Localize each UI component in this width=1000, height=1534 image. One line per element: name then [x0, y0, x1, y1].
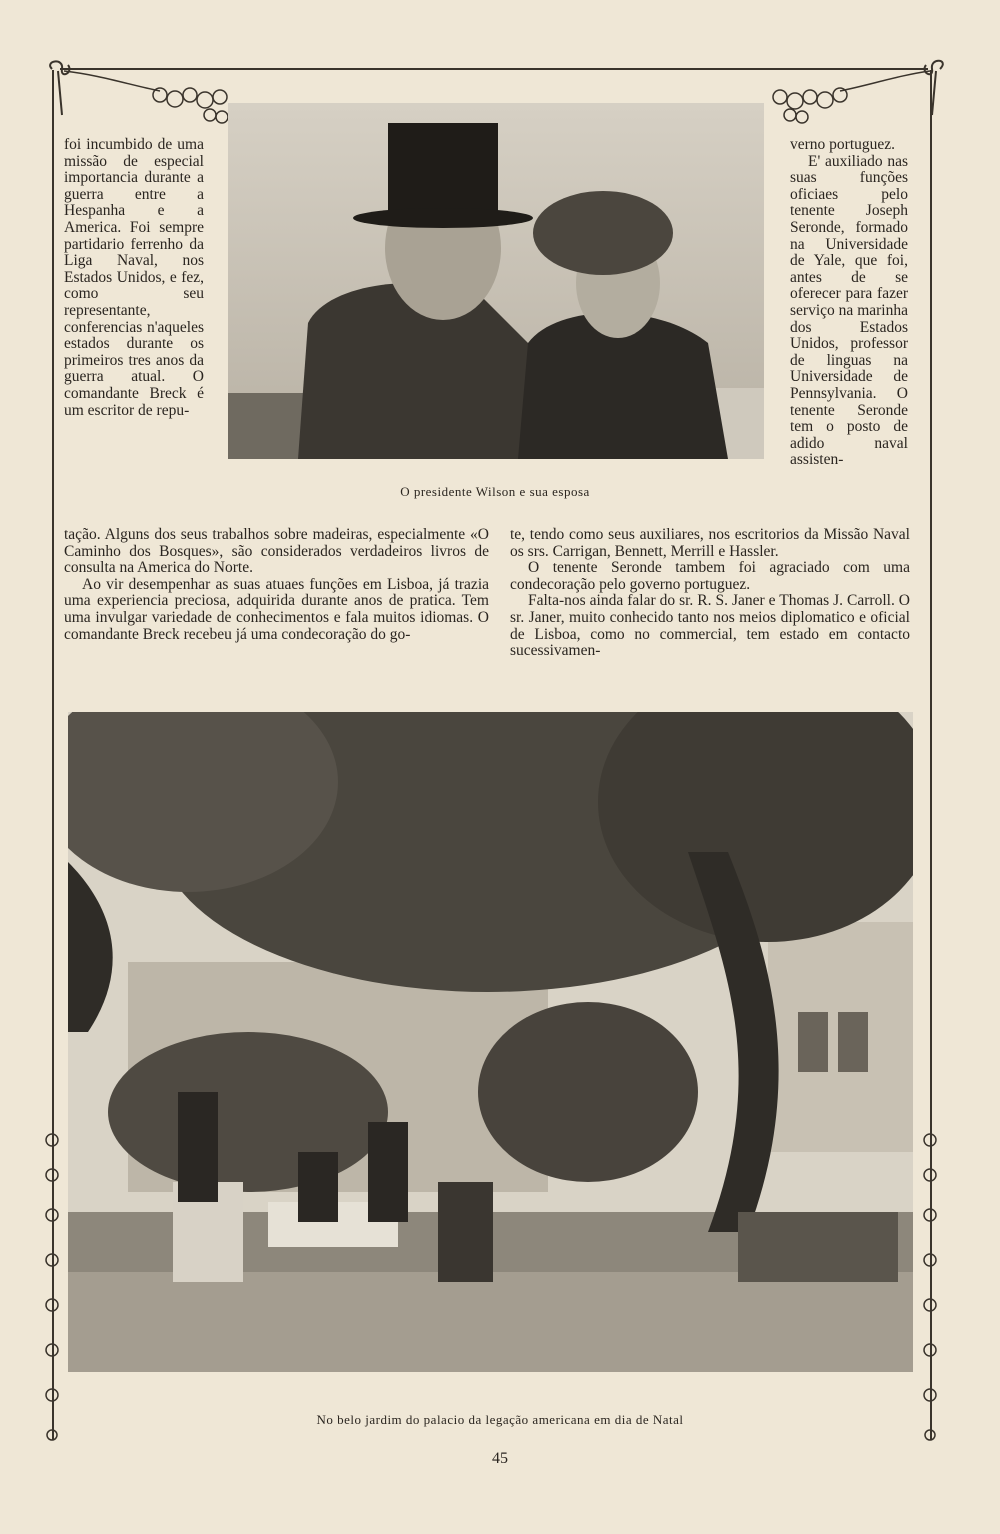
garden-legation-photo [68, 712, 913, 1372]
wilson-couple-photo [228, 103, 764, 459]
article-paragraph: O tenente Seronde tambem foi agraciado com uma condecoração pelo governo portuguez. [510, 559, 910, 593]
left-vine-ornament-icon [38, 1120, 68, 1450]
top-right-ornament-icon [760, 55, 965, 130]
article-paragraph: te, tendo como seus auxiliares, nos escritorios da Missão Naval os srs. Carrigan, Bennett, Merrill e Hassler. [510, 526, 910, 560]
article-paragraph: verno portuguez. [790, 136, 896, 153]
top-photo-caption: O presidente Wilson e sua esposa [400, 484, 590, 499]
article-right-narrow-column [790, 137, 908, 469]
article-paragraph: Falta-nos ainda falar do sr. R. S. Janer e Thomas J. Carroll. O sr. Janer, muito conhecido tanto nos meios diplomatico e oficial de Lisboa, como no commercial, tem estado em contacto sucessivamen- [510, 592, 910, 660]
top-left-ornament-icon [40, 55, 235, 130]
right-vine-ornament-icon [916, 1120, 946, 1450]
article-left-wide-column [64, 527, 489, 643]
article-paragraph: tação. Alguns dos seus trabalhos sobre madeiras, especialmente «O Caminho dos Bosques», são considerados verdadeiros livros de consulta na America do Norte. [64, 526, 489, 577]
page-number: 45 [492, 1450, 508, 1467]
article-paragraph: Ao vir desempenhar as suas atuaes funções em Lisboa, já trazia uma experiencia preciosa, adquirida durante anos de pratica. Tem uma invulgar variedade de conhecimentos e fala muitos idiomas. O comandante Breck recebeu já uma condecoração do go- [64, 575, 489, 643]
article-paragraph: E' auxiliado nas suas funções oficiaes pelo tenente Joseph Seronde, formado na Universidade de Yale, que foi, antes de se oferecer para fazer serviço na marinha dos Estados Unidos, professor de linguas na Universidade de Pennsylvania. O tenente Seronde tem o posto de adido naval assisten- [790, 152, 908, 469]
bottom-photo-caption: No belo jardim do palacio da legação americana em dia de Natal [316, 1412, 684, 1427]
article-left-narrow-column [64, 137, 204, 419]
article-paragraph: foi incumbido de uma missão de especial importancia durante a guerra entre a Hespanha e a America. Foi sempre partidario ferrenho da Liga Naval, nos Estados Unidos, e fez, como seu representante, conferencias n'aqueles estados durante os primeiros tres anos da guerra atual. O comandante Breck é um escritor de repu- [64, 136, 204, 419]
article-right-wide-column [510, 527, 910, 660]
